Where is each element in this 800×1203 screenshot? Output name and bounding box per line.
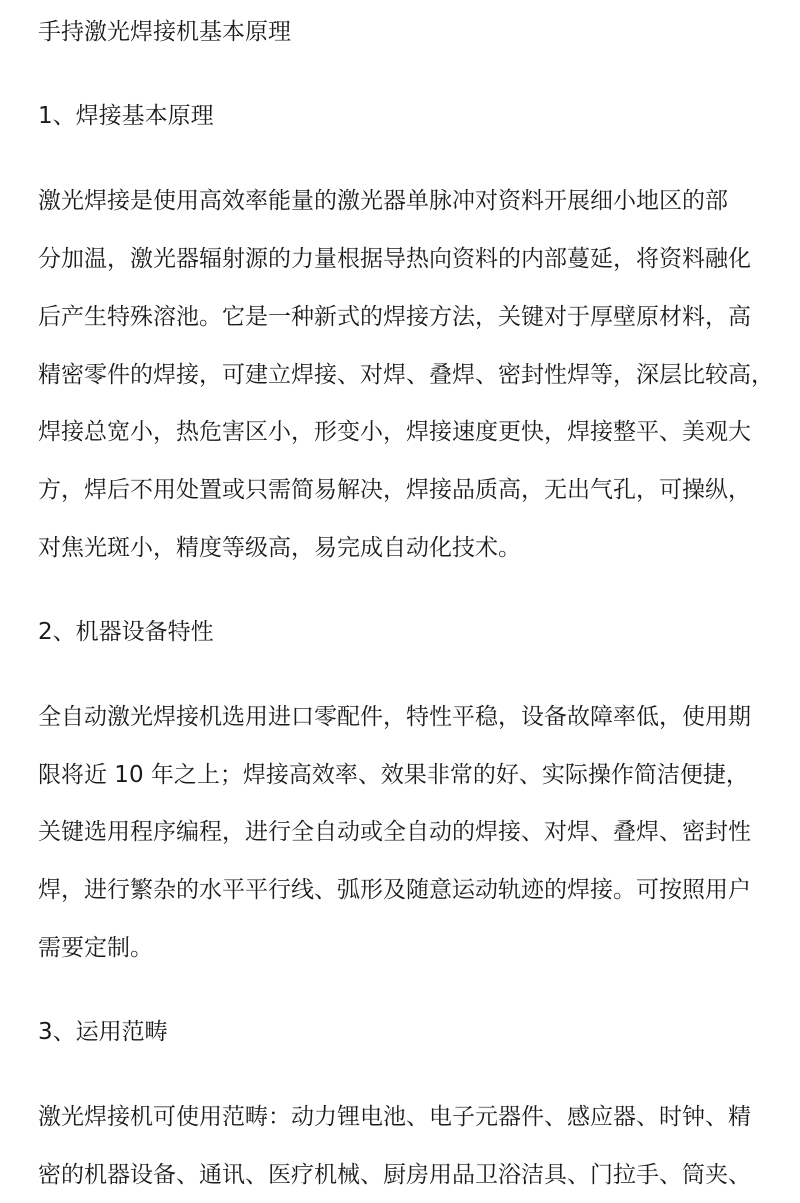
paragraph-line: 全自动激光焊接机选用进口零配件，特性平稳，设备故障率低，使用期: [38, 704, 751, 730]
paragraph-line: 焊，进行繁杂的水平平行线、弧形及随意运动轨迹的焊接。可按照用户: [38, 877, 751, 903]
section-heading-2: 2、机器设备特性: [38, 619, 214, 645]
section-heading-3: 3、运用范畴: [38, 1019, 168, 1045]
paragraph-line: 后产生特殊溶池。它是一种新式的焊接方法，关键对于厚壁原材料，高: [38, 304, 751, 330]
paragraph-line: 激光焊接是使用高效率能量的激光器单脉冲对资料开展细小地区的部: [38, 188, 728, 214]
paragraph-line: 需要定制。: [38, 935, 153, 961]
paragraph-line: 激光焊接机可使用范畴：动力锂电池、电子元器件、感应器、时钟、精: [38, 1104, 751, 1130]
paragraph-line: 关键选用程序编程，进行全自动或全自动的焊接、对焊、叠焊、密封性: [38, 819, 751, 845]
section-heading-1: 1、焊接基本原理: [38, 103, 214, 129]
paragraph-line: 精密零件的焊接，可建立焊接、对焊、叠焊、密封性焊等，深层比较高，: [38, 362, 774, 388]
paragraph-line: 密的机器设备、通讯、医疗机械、厨房用品卫浴洁具、门拉手、筒夹、: [38, 1162, 751, 1188]
paragraph-line: 方，焊后不用处置或只需简易解决，焊接品质高，无出气孔，可操纵，: [38, 477, 751, 503]
page-title: 手持激光焊接机基本原理: [38, 19, 291, 45]
paragraph-line: 对焦光斑小，精度等级高，易完成自动化技术。: [38, 535, 521, 561]
paragraph-line: 焊接总宽小，热危害区小，形变小，焊接速度更快，焊接整平、美观大: [38, 419, 751, 445]
paragraph-line: 分加温，激光器辐射源的力量根据导热向资料的内部蔓延，将资料融化: [38, 246, 751, 272]
paragraph-line: 限将近 10 年之上；焊接高效率、效果非常的好、实际操作简洁便捷，: [38, 762, 749, 788]
